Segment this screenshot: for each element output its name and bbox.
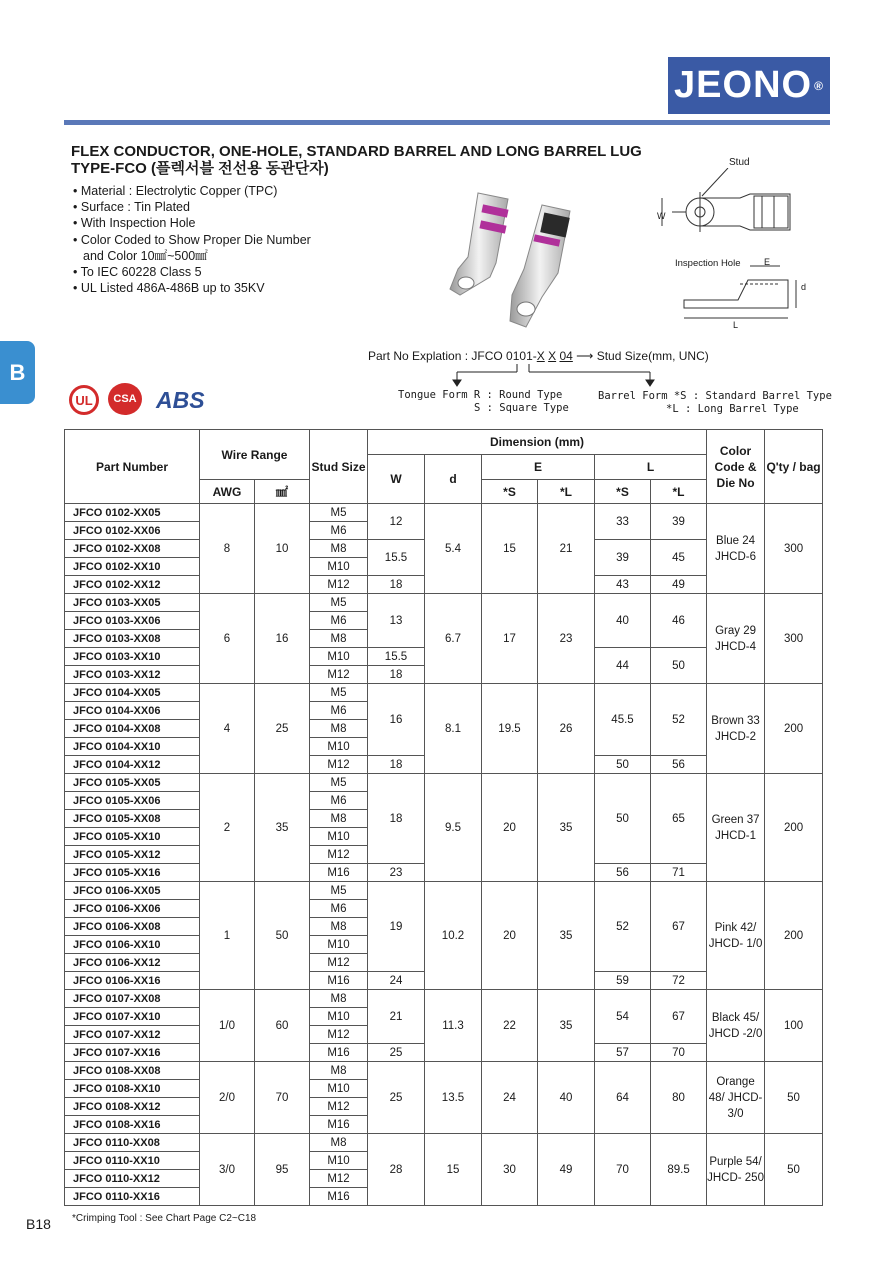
w-cell: 15.5 — [368, 648, 425, 666]
part-number-cell: JFCO 0102-XX05 — [65, 504, 200, 522]
stud-size-cell: M8 — [310, 1134, 368, 1152]
l-standard-cell: 70 — [595, 1134, 651, 1206]
awg-cell: 1 — [200, 882, 255, 990]
w-cell: 18 — [368, 666, 425, 684]
w-cell: 12 — [368, 504, 425, 540]
stud-size-cell: M10 — [310, 1008, 368, 1026]
part-number-cell: JFCO 0105-XX10 — [65, 828, 200, 846]
l-standard-cell: 64 — [595, 1062, 651, 1134]
d-cell: 10.2 — [425, 882, 482, 990]
part-number-cell: JFCO 0103-XX10 — [65, 648, 200, 666]
part-number-cell: JFCO 0105-XX12 — [65, 846, 200, 864]
stud-size-cell: M6 — [310, 702, 368, 720]
header-mm2: ㎟ — [255, 480, 310, 504]
section-tab: B — [0, 341, 35, 404]
w-cell: 25 — [368, 1044, 425, 1062]
e-standard-cell: 20 — [482, 774, 538, 882]
l-long-cell: 67 — [651, 882, 707, 972]
d-cell: 8.1 — [425, 684, 482, 774]
e-standard-cell: 19.5 — [482, 684, 538, 774]
part-no-x1: X — [536, 349, 545, 363]
table-row — [65, 594, 823, 612]
w-cell: 16 — [368, 684, 425, 756]
part-number-cell: JFCO 0104-XX05 — [65, 684, 200, 702]
qty-cell: 300 — [765, 594, 823, 684]
feature-item: • Surface : Tin Plated — [73, 199, 311, 215]
stud-size-cell: M5 — [310, 684, 368, 702]
l-long-cell: 56 — [651, 756, 707, 774]
stud-size-cell: M10 — [310, 1152, 368, 1170]
stud-size-cell: M16 — [310, 972, 368, 990]
e-long-cell: 35 — [538, 774, 595, 882]
w-cell: 19 — [368, 882, 425, 972]
e-standard-cell: 20 — [482, 882, 538, 990]
l-standard-cell: 43 — [595, 576, 651, 594]
l-standard-cell: 44 — [595, 648, 651, 684]
stud-size-cell: M8 — [310, 990, 368, 1008]
part-number-cell: JFCO 0110-XX10 — [65, 1152, 200, 1170]
tongue-form-note — [398, 389, 569, 415]
part-number-cell: JFCO 0102-XX10 — [65, 558, 200, 576]
part-number-cell: JFCO 0104-XX06 — [65, 702, 200, 720]
header-awg: AWG — [200, 480, 255, 504]
d-cell: 5.4 — [425, 504, 482, 594]
barrel-form-line1: Barrel Form *S : Standard Barrel Type — [598, 390, 832, 402]
stud-size-cell: M10 — [310, 648, 368, 666]
stud-size-cell: M16 — [310, 1188, 368, 1206]
part-number-cell: JFCO 0103-XX12 — [65, 666, 200, 684]
w-cell: 25 — [368, 1062, 425, 1134]
part-number-cell: JFCO 0104-XX12 — [65, 756, 200, 774]
e-long-cell: 26 — [538, 684, 595, 774]
qty-cell: 50 — [765, 1134, 823, 1206]
arrow-icon: ⟶ — [576, 349, 594, 363]
d-cell: 6.7 — [425, 594, 482, 684]
tongue-form-line1: Tongue Form R : Round Type — [398, 389, 563, 401]
header-w: W — [368, 455, 425, 504]
header-dimension: Dimension (mm) — [368, 430, 707, 455]
part-number-cell: JFCO 0106-XX12 — [65, 954, 200, 972]
d-cell: 11.3 — [425, 990, 482, 1062]
e-long-cell: 49 — [538, 1134, 595, 1206]
header-part-number: Part Number — [65, 430, 200, 504]
stud-size-cell: M16 — [310, 1116, 368, 1134]
color-code-cell: Orange 48/ JHCD- 3/0 — [707, 1062, 765, 1134]
brand-reg-mark: ® — [814, 78, 824, 93]
qty-cell: 50 — [765, 1062, 823, 1134]
lug-2-image — [510, 205, 570, 327]
l-long-cell: 49 — [651, 576, 707, 594]
stud-size-cell: M12 — [310, 1026, 368, 1044]
stud-size-cell: M6 — [310, 612, 368, 630]
stud-size-cell: M5 — [310, 882, 368, 900]
qty-cell: 200 — [765, 774, 823, 882]
stud-size-cell: M12 — [310, 756, 368, 774]
page-number: B18 — [26, 1216, 51, 1232]
l-long-cell: 67 — [651, 990, 707, 1044]
l-standard-cell: 56 — [595, 864, 651, 882]
part-number-cell: JFCO 0103-XX08 — [65, 630, 200, 648]
awg-cell: 2 — [200, 774, 255, 882]
stud-size-cell: M10 — [310, 1080, 368, 1098]
e-standard-cell: 15 — [482, 504, 538, 594]
part-number-cell: JFCO 0108-XX16 — [65, 1116, 200, 1134]
header-l-l: *L — [651, 480, 707, 504]
part-number-cell: JFCO 0105-XX05 — [65, 774, 200, 792]
header-wire-range: Wire Range — [200, 430, 310, 480]
qty-cell: 200 — [765, 684, 823, 774]
l-long-cell: 80 — [651, 1062, 707, 1134]
l-long-cell: 89.5 — [651, 1134, 707, 1206]
part-number-cell: JFCO 0110-XX08 — [65, 1134, 200, 1152]
part-number-cell: JFCO 0104-XX08 — [65, 720, 200, 738]
e-long-cell: 35 — [538, 882, 595, 990]
awg-cell: 2/0 — [200, 1062, 255, 1134]
l-standard-cell: 57 — [595, 1044, 651, 1062]
w-cell: 18 — [368, 756, 425, 774]
e-standard-cell: 17 — [482, 594, 538, 684]
stud-size-cell: M8 — [310, 720, 368, 738]
w-cell: 18 — [368, 576, 425, 594]
part-number-cell: JFCO 0107-XX12 — [65, 1026, 200, 1044]
part-number-cell: JFCO 0102-XX06 — [65, 522, 200, 540]
l-standard-cell: 45.5 — [595, 684, 651, 756]
part-number-cell: JFCO 0106-XX06 — [65, 900, 200, 918]
mm2-cell: 50 — [255, 882, 310, 990]
awg-cell: 8 — [200, 504, 255, 594]
w-cell: 18 — [368, 774, 425, 864]
e-long-cell: 35 — [538, 990, 595, 1062]
stud-size-cell: M12 — [310, 576, 368, 594]
color-code-cell: Gray 29 JHCD-4 — [707, 594, 765, 684]
part-no-label: Part No Explation : JFCO 0101- — [368, 349, 537, 363]
e-long-cell: 21 — [538, 504, 595, 594]
feature-item: and Color 10㎟~500㎟ — [83, 248, 208, 263]
part-number-cell: JFCO 0107-XX10 — [65, 1008, 200, 1026]
part-number-cell: JFCO 0110-XX12 — [65, 1170, 200, 1188]
diagram-inspection-label: Inspection Hole — [675, 258, 741, 269]
part-number-cell: JFCO 0103-XX05 — [65, 594, 200, 612]
stud-size-cell: M8 — [310, 630, 368, 648]
color-code-cell: Black 45/ JHCD -2/0 — [707, 990, 765, 1062]
part-number-cell: JFCO 0103-XX06 — [65, 612, 200, 630]
w-cell: 28 — [368, 1134, 425, 1206]
table-row — [65, 882, 823, 900]
l-long-cell: 46 — [651, 594, 707, 648]
awg-cell: 3/0 — [200, 1134, 255, 1206]
mm2-cell: 10 — [255, 504, 310, 594]
header-rule — [64, 120, 830, 125]
footnote: *Crimping Tool : See Chart Page C2~C18 — [72, 1213, 257, 1224]
stud-size-cell: M6 — [310, 792, 368, 810]
lug-1-image — [450, 193, 509, 295]
header-l: L — [595, 455, 707, 480]
stud-size-cell: M10 — [310, 936, 368, 954]
part-number-cell: JFCO 0106-XX16 — [65, 972, 200, 990]
table-row — [65, 504, 823, 522]
stud-size-cell: M12 — [310, 1170, 368, 1188]
header-d: d — [425, 455, 482, 504]
feature-item: • UL Listed 486A-486B up to 35KV — [73, 280, 311, 296]
awg-cell: 6 — [200, 594, 255, 684]
stud-size-cell: M5 — [310, 774, 368, 792]
l-standard-cell: 50 — [595, 756, 651, 774]
stud-size-cell: M10 — [310, 828, 368, 846]
feature-item: • Material : Electrolytic Copper (TPC) — [73, 183, 311, 199]
stud-size-cell: M8 — [310, 918, 368, 936]
stud-size-cell: M16 — [310, 864, 368, 882]
abs-logo: ABS — [156, 387, 205, 413]
stud-size-cell: M5 — [310, 594, 368, 612]
diagram-e-label: E — [764, 257, 771, 267]
header-e: E — [482, 455, 595, 480]
header-l-s: *S — [595, 480, 651, 504]
header-color-code: Color Code & Die No — [707, 430, 765, 504]
mm2-cell: 60 — [255, 990, 310, 1062]
header-e-s: *S — [482, 480, 538, 504]
l-long-cell: 71 — [651, 864, 707, 882]
stud-size-cell: M8 — [310, 1062, 368, 1080]
stud-size-cell: M10 — [310, 738, 368, 756]
color-code-cell: Green 37 JHCD-1 — [707, 774, 765, 882]
header-qty: Q'ty / bag — [765, 430, 823, 504]
l-long-cell: 50 — [651, 648, 707, 684]
dimension-diagram — [650, 168, 800, 330]
table-row — [65, 1134, 823, 1152]
qty-cell: 200 — [765, 882, 823, 990]
w-cell: 15.5 — [368, 540, 425, 576]
mm2-cell: 70 — [255, 1062, 310, 1134]
part-number-cell: JFCO 0107-XX16 — [65, 1044, 200, 1062]
part-number-cell: JFCO 0102-XX12 — [65, 576, 200, 594]
l-long-cell: 45 — [651, 540, 707, 576]
l-long-cell: 52 — [651, 684, 707, 756]
table-row — [65, 774, 823, 792]
stud-size-cell: M12 — [310, 846, 368, 864]
spec-table — [64, 429, 823, 1206]
part-number-cell: JFCO 0106-XX08 — [65, 918, 200, 936]
diagram-w-label: W — [657, 211, 666, 221]
mm2-cell: 95 — [255, 1134, 310, 1206]
part-no-x2: X — [548, 349, 557, 363]
stud-size-cell: M12 — [310, 1098, 368, 1116]
awg-cell: 1/0 — [200, 990, 255, 1062]
title-line-2: TYPE-FCO (플렉서블 전선용 동관단자) — [71, 160, 329, 177]
stud-size-cell: M6 — [310, 522, 368, 540]
barrel-form-note — [598, 390, 832, 416]
color-code-cell: Purple 54/ JHCD- 250 — [707, 1134, 765, 1206]
table-row — [65, 990, 823, 1008]
l-standard-cell: 39 — [595, 540, 651, 576]
l-long-cell: 72 — [651, 972, 707, 990]
part-number-cell: JFCO 0104-XX10 — [65, 738, 200, 756]
stud-size-cell: M5 — [310, 504, 368, 522]
w-cell: 13 — [368, 594, 425, 648]
l-long-cell: 70 — [651, 1044, 707, 1062]
stud-size-cell: M8 — [310, 540, 368, 558]
stud-size-cell: M6 — [310, 900, 368, 918]
l-standard-cell: 54 — [595, 990, 651, 1044]
table-row — [65, 684, 823, 702]
brand-name: JEONO — [674, 64, 813, 106]
l-standard-cell: 52 — [595, 882, 651, 972]
stud-size-cell: M8 — [310, 810, 368, 828]
product-photo — [430, 185, 590, 340]
part-number-cell: JFCO 0106-XX10 — [65, 936, 200, 954]
diagram-d-label: d — [801, 282, 807, 292]
w-cell: 24 — [368, 972, 425, 990]
w-cell: 21 — [368, 990, 425, 1044]
part-no-explanation — [368, 349, 709, 363]
csa-logo: CSA — [108, 383, 142, 415]
page-title — [71, 143, 642, 177]
l-standard-cell: 59 — [595, 972, 651, 990]
feature-list — [73, 183, 311, 296]
mm2-cell: 16 — [255, 594, 310, 684]
e-standard-cell: 30 — [482, 1134, 538, 1206]
tongue-form-line2: S : Square Type — [474, 402, 569, 414]
color-code-cell: Pink 42/ JHCD- 1/0 — [707, 882, 765, 990]
header-e-l: *L — [538, 480, 595, 504]
part-number-cell: JFCO 0108-XX08 — [65, 1062, 200, 1080]
feature-item: • Color Coded to Show Proper Die Number — [73, 232, 311, 248]
stud-size-cell: M12 — [310, 666, 368, 684]
feature-item: • With Inspection Hole — [73, 215, 311, 231]
part-number-cell: JFCO 0105-XX06 — [65, 792, 200, 810]
d-cell: 13.5 — [425, 1062, 482, 1134]
part-no-num: 04 — [559, 349, 573, 363]
part-number-cell: JFCO 0107-XX08 — [65, 990, 200, 1008]
l-standard-cell: 50 — [595, 774, 651, 864]
part-number-cell: JFCO 0108-XX10 — [65, 1080, 200, 1098]
e-standard-cell: 24 — [482, 1062, 538, 1134]
w-cell: 23 — [368, 864, 425, 882]
part-number-cell: JFCO 0105-XX16 — [65, 864, 200, 882]
mm2-cell: 25 — [255, 684, 310, 774]
color-code-cell: Blue 24 JHCD-6 — [707, 504, 765, 594]
part-no-arrows — [450, 364, 660, 388]
diagram-l-label: L — [733, 320, 739, 330]
diagram-stud-label: Stud — [729, 157, 750, 168]
e-long-cell: 23 — [538, 594, 595, 684]
e-long-cell: 40 — [538, 1062, 595, 1134]
part-number-cell: JFCO 0102-XX08 — [65, 540, 200, 558]
qty-cell: 300 — [765, 504, 823, 594]
stud-size-cell: M10 — [310, 558, 368, 576]
mm2-cell: 35 — [255, 774, 310, 882]
part-number-cell: JFCO 0108-XX12 — [65, 1098, 200, 1116]
d-cell: 15 — [425, 1134, 482, 1206]
qty-cell: 100 — [765, 990, 823, 1062]
e-standard-cell: 22 — [482, 990, 538, 1062]
barrel-form-line2: *L : Long Barrel Type — [666, 403, 799, 415]
part-number-cell: JFCO 0105-XX08 — [65, 810, 200, 828]
part-number-cell: JFCO 0110-XX16 — [65, 1188, 200, 1206]
color-code-cell: Brown 33 JHCD-2 — [707, 684, 765, 774]
stud-size-cell: M16 — [310, 1044, 368, 1062]
l-standard-cell: 33 — [595, 504, 651, 540]
ul-logo: UL — [69, 385, 99, 415]
spec-table-body — [65, 504, 823, 1206]
l-standard-cell: 40 — [595, 594, 651, 648]
part-number-cell: JFCO 0106-XX05 — [65, 882, 200, 900]
table-row — [65, 1062, 823, 1080]
stud-size-cell: M12 — [310, 954, 368, 972]
title-line-1: FLEX CONDUCTOR, ONE-HOLE, STANDARD BARREL AND LONG BARREL LUG — [71, 143, 642, 160]
brand-logo — [668, 57, 830, 114]
l-long-cell: 65 — [651, 774, 707, 864]
awg-cell: 4 — [200, 684, 255, 774]
d-cell: 9.5 — [425, 774, 482, 882]
feature-item: • To IEC 60228 Class 5 — [73, 264, 311, 280]
header-stud-size: Stud Size — [310, 430, 368, 504]
part-no-stud: Stud Size(mm, UNC) — [596, 349, 709, 363]
l-long-cell: 39 — [651, 504, 707, 540]
